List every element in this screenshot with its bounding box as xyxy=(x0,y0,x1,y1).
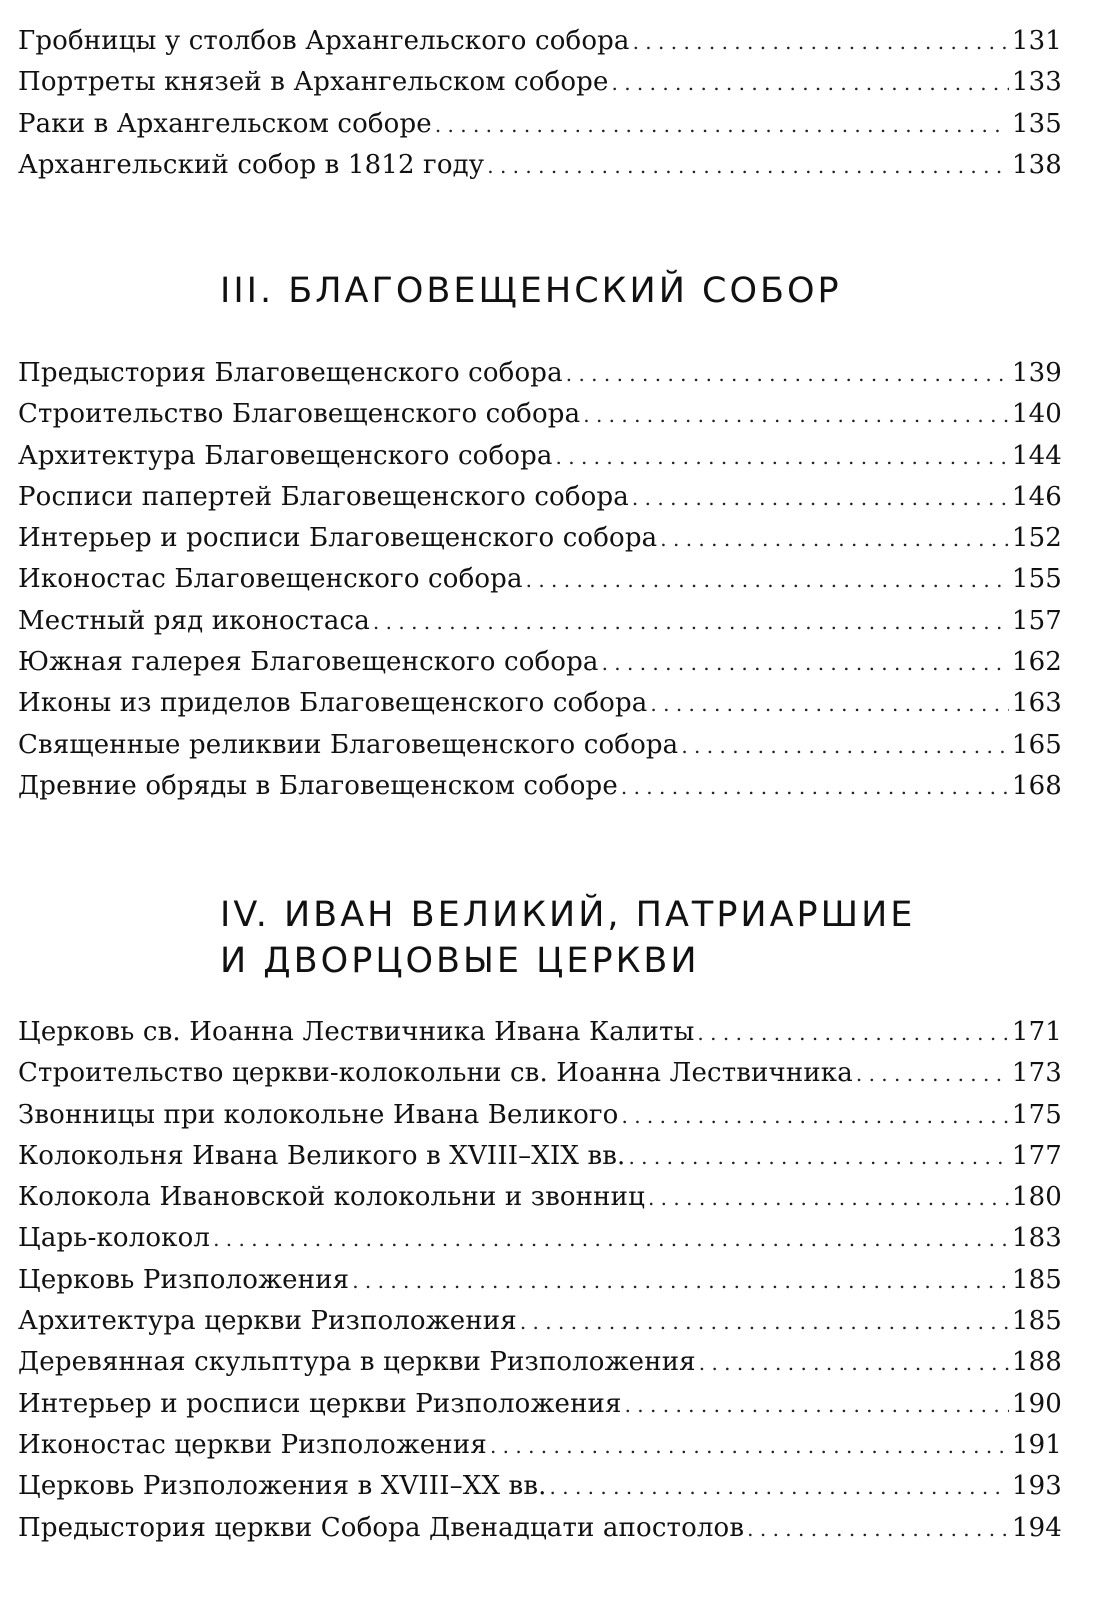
toc-entry xyxy=(18,1425,1062,1466)
toc-entry xyxy=(18,1301,1062,1342)
dot-leader xyxy=(213,1219,1009,1260)
toc-entry-title: Звонницы при колокольне Ивана Великого xyxy=(18,1099,619,1130)
toc-entry-page: 146 xyxy=(1011,481,1062,512)
toc-entry xyxy=(18,477,1062,518)
dot-leader xyxy=(632,478,1009,519)
toc-entry-title: Предыстория Благовещенского собора xyxy=(18,358,563,388)
toc-entry-page: 191 xyxy=(1011,1429,1062,1460)
toc-entry-page: 162 xyxy=(1011,647,1062,678)
toc-entry-page: 152 xyxy=(1011,523,1062,554)
toc-entry xyxy=(18,21,1062,62)
dot-leader xyxy=(633,22,1009,63)
dot-leader xyxy=(550,1467,1009,1508)
toc-entry-page: 133 xyxy=(1011,67,1062,98)
toc-entry-title: Архитектура Благовещенского собора xyxy=(18,440,553,471)
toc-entry-page: 173 xyxy=(1011,1058,1062,1089)
toc-entry-title: Архитектура церкви Ризположения xyxy=(18,1306,517,1337)
toc-entry-title: Строительство Благовещенского собора xyxy=(18,399,581,430)
dot-leader xyxy=(681,726,1009,767)
toc-entry-title: Царь-колокол xyxy=(18,1223,211,1254)
dot-leader xyxy=(747,1509,1009,1550)
toc-entry-page: 163 xyxy=(1011,688,1062,719)
toc-entry xyxy=(18,642,1062,683)
toc-entry-title: Интерьер и росписи церкви Ризположения xyxy=(18,1388,622,1419)
toc-entry-title: Интерьер и росписи Благовещенского собора xyxy=(18,523,658,554)
toc-entry-page: 157 xyxy=(1011,605,1062,636)
dot-leader xyxy=(556,437,1009,478)
toc-entry xyxy=(18,1218,1062,1259)
toc-entry-page: 185 xyxy=(1011,1306,1062,1337)
toc-entry-title: Церковь св. Иоанна Лествичника Ивана Калиты xyxy=(18,1017,695,1047)
toc-entry xyxy=(18,1342,1062,1383)
toc-list-ivan-the-great xyxy=(18,1012,1062,1549)
toc-entry-page: 144 xyxy=(1011,440,1062,471)
toc-entry xyxy=(18,1177,1062,1218)
dot-leader xyxy=(648,1178,1009,1219)
section-heading-annunciation: III. БЛАГОВЕЩЕНСКИЙ СОБОР xyxy=(220,271,842,311)
toc-entry xyxy=(18,1508,1062,1549)
toc-entry-title: Деревянная скульптура в церкви Ризположения xyxy=(18,1347,696,1378)
dot-leader xyxy=(625,1385,1009,1426)
toc-entry xyxy=(18,518,1062,559)
dot-leader xyxy=(566,354,1009,395)
dot-leader xyxy=(435,105,1009,146)
toc-entry xyxy=(18,725,1062,766)
toc-entry xyxy=(18,62,1062,103)
dot-leader xyxy=(699,1343,1009,1384)
toc-list-archangel xyxy=(18,21,1062,186)
toc-entry xyxy=(18,559,1062,600)
dot-leader xyxy=(602,643,1009,684)
dot-leader xyxy=(628,1137,1008,1178)
toc-entry xyxy=(18,683,1062,724)
toc-entry-title: Иконостас церкви Ризположения xyxy=(18,1429,487,1460)
section-heading-line: И ДВОРЦОВЫЕ ЦЕРКВИ xyxy=(220,941,700,981)
toc-entry-title: Портреты князей в Архангельском соборе xyxy=(18,67,609,98)
dot-leader xyxy=(352,1261,1009,1302)
dot-leader xyxy=(487,146,1009,187)
toc-entry-title: Местный ряд иконостаса xyxy=(18,605,370,636)
dot-leader xyxy=(660,519,1009,560)
toc-entry-page: 139 xyxy=(1011,358,1062,388)
toc-entry xyxy=(18,353,1062,394)
dot-leader xyxy=(520,1302,1009,1343)
toc-entry xyxy=(18,104,1062,145)
toc-entry-title: Росписи папертей Благовещенского собора xyxy=(18,481,629,512)
toc-entry xyxy=(18,1260,1062,1301)
dot-leader xyxy=(650,684,1009,725)
toc-entry-page: 190 xyxy=(1011,1388,1062,1419)
toc-entry-page: 188 xyxy=(1011,1347,1062,1378)
toc-entry xyxy=(18,1384,1062,1425)
toc-entry-title: Раки в Архангельском соборе xyxy=(18,108,432,139)
toc-entry xyxy=(18,1012,1062,1053)
toc-entry-page: 131 xyxy=(1011,26,1062,56)
section-heading-line: IV. ИВАН ВЕЛИКИЙ, ПАТРИАРШИЕ xyxy=(220,895,916,935)
toc-entry xyxy=(18,394,1062,435)
toc-entry-page: 140 xyxy=(1011,399,1062,430)
toc-entry-title: Священные реликвии Благовещенского собора xyxy=(18,729,679,760)
toc-entry-page: 177 xyxy=(1011,1140,1062,1171)
toc-entry xyxy=(18,766,1062,807)
toc-entry-page: 175 xyxy=(1011,1099,1062,1130)
toc-list-annunciation xyxy=(18,353,1062,807)
toc-entry-title: Предыстория церкви Собора Двенадцати апостолов xyxy=(18,1512,745,1543)
toc-entry-page: 183 xyxy=(1011,1223,1062,1254)
toc-entry-title: Иконостас Благовещенского собора xyxy=(18,564,523,595)
dot-leader xyxy=(526,560,1009,601)
dot-leader xyxy=(583,395,1009,436)
toc-entry-page: 194 xyxy=(1011,1512,1062,1543)
dot-leader xyxy=(621,1096,1008,1137)
toc-entry-title: Древние обряды в Благовещенском соборе xyxy=(18,770,618,801)
toc-entry-title: Колокольня Ивана Великого в XVIII–XIX вв. xyxy=(18,1140,626,1171)
toc-entry-title: Строительство церкви-колокольни св. Иоанна Лествичника xyxy=(18,1058,853,1089)
toc-entry-page: 180 xyxy=(1011,1182,1062,1213)
dot-leader xyxy=(373,602,1009,643)
dot-leader xyxy=(621,767,1009,808)
dot-leader xyxy=(490,1426,1009,1467)
toc-entry-title: Иконы из приделов Благовещенского собора xyxy=(18,688,648,719)
toc-entry-title: Церковь Ризположения в XVIII–XX вв. xyxy=(18,1471,547,1502)
toc-entry xyxy=(18,1466,1062,1507)
dot-leader xyxy=(697,1013,1009,1054)
toc-entry-page: 171 xyxy=(1011,1017,1062,1047)
toc-entry-page: 135 xyxy=(1011,108,1062,139)
toc-entry xyxy=(18,601,1062,642)
toc-entry-page: 138 xyxy=(1011,149,1062,180)
toc-entry-title: Церковь Ризположения xyxy=(18,1264,350,1295)
toc-entry xyxy=(18,1095,1062,1136)
toc-entry-page: 165 xyxy=(1011,729,1062,760)
toc-entry xyxy=(18,1053,1062,1094)
toc-entry xyxy=(18,145,1062,186)
toc-entry-page: 168 xyxy=(1011,770,1062,801)
toc-entry-title: Южная галерея Благовещенского собора xyxy=(18,647,599,678)
toc-entry-page: 155 xyxy=(1011,564,1062,595)
toc-entry xyxy=(18,436,1062,477)
toc-entry-page: 185 xyxy=(1011,1264,1062,1295)
toc-entry-title: Гробницы у столбов Архангельского собора xyxy=(18,26,630,56)
toc-entry-title: Колокола Ивановской колокольни и звонниц xyxy=(18,1182,645,1213)
toc-entry xyxy=(18,1136,1062,1177)
section-heading-ivan-the-great xyxy=(220,892,1080,984)
dot-leader xyxy=(611,63,1008,104)
toc-entry-title: Архангельский собор в 1812 году xyxy=(18,149,485,180)
toc-entry-page: 193 xyxy=(1011,1471,1062,1502)
dot-leader xyxy=(856,1054,1009,1095)
